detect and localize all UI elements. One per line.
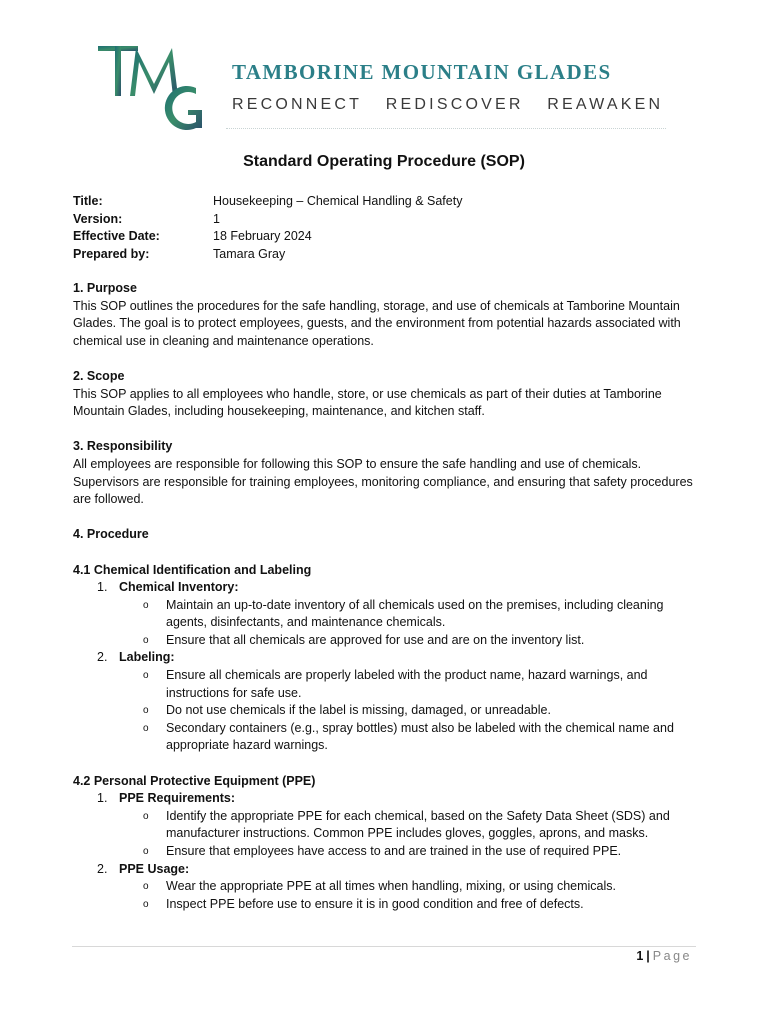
meta-key: Version: <box>73 211 123 226</box>
bullet-icon: o <box>143 881 149 893</box>
bullet-list <box>119 667 701 755</box>
document-title: Standard Operating Procedure (SOP) <box>243 153 525 170</box>
section-text: This SOP outlines the procedures for the safe handling, storage, and use of chemicals at Tamborine Mountain Glades. The goal is to protect employees, guests, and the environment from potential hazards associated with chemical use in cleaning and maintenance operations. <box>73 298 681 348</box>
bullet-list <box>119 808 701 861</box>
letterhead <box>96 40 696 140</box>
item-label: Labeling: <box>119 650 175 665</box>
meta-row-prepared-by <box>73 246 462 264</box>
document-metadata <box>73 193 462 263</box>
bullet-list <box>119 597 701 650</box>
subsection-heading: 4.1 Chemical Identification and Labeling <box>73 562 312 577</box>
section-heading: 4. Procedure <box>73 527 149 542</box>
bullet-icon: o <box>143 634 149 646</box>
document-body <box>73 280 701 913</box>
tagline-word: RECONNECT <box>232 96 363 113</box>
page-number: 1 <box>636 949 644 963</box>
numbered-list <box>73 579 701 755</box>
item-number: 1. <box>97 791 108 806</box>
item-number: 2. <box>97 650 108 665</box>
list-item <box>73 579 701 649</box>
numbered-list <box>73 790 701 913</box>
bullet-icon: o <box>143 846 149 857</box>
list-item <box>73 649 701 755</box>
bullet-icon: o <box>143 670 149 682</box>
meta-key: Title: <box>73 194 103 208</box>
section-heading: 1. Purpose <box>73 281 137 295</box>
bullet-item: o Ensure that all chemicals are approved for use and are on the inventory list. <box>73 632 701 650</box>
meta-row-version <box>73 211 462 229</box>
tagline-word: REDISCOVER <box>385 96 524 113</box>
bullet-item: o Ensure all chemicals are properly labeled with the product name, hazard warnings, and instructions for safe use. <box>143 668 648 700</box>
bullet-item: o Identify the appropriate PPE for each chemical, based on the Safety Data Sheet (SDS) and manufacturer instructions. Common PPE includes gloves, goggles, aprons, and masks. <box>143 808 670 841</box>
meta-value: 1 <box>213 211 220 226</box>
tagline-word: REAWAKEN <box>547 96 664 113</box>
bullet-icon: o <box>143 705 149 717</box>
item-number: 1. <box>97 580 108 595</box>
bullet-icon: o <box>143 810 149 822</box>
meta-value: 18 February 2024 <box>213 229 312 244</box>
item-label: PPE Requirements: <box>119 791 236 806</box>
bullet-item: o Ensure that employees have access to and are trained in the use of required PPE. <box>73 843 701 861</box>
bullet-icon: o <box>143 722 149 734</box>
bullet-icon: o <box>143 898 149 910</box>
bullet-icon: o <box>143 599 149 611</box>
brand-name: TAMBORINE MOUNTAIN GLADES <box>232 60 612 84</box>
meta-row-effective-date <box>73 228 462 246</box>
meta-value: Tamara Gray <box>213 246 286 261</box>
bullet-item: o Secondary containers (e.g., spray bottles) must also be labeled with the chemical name and appropriate hazard warnings. <box>143 720 674 753</box>
page-footer <box>636 949 692 963</box>
bullet-item: o Do not use chemicals if the label is missing, damaged, or unreadable. <box>73 702 701 720</box>
bullet-item: o Wear the appropriate PPE at all times when handling, mixing, or using chemicals. <box>73 878 701 896</box>
page-separator: | <box>646 949 650 963</box>
bullet-list <box>119 878 701 913</box>
brand-tagline <box>232 96 679 114</box>
section-text: All employees are responsible for following this SOP to ensure the safe handling and use of chemicals. Supervisors are responsible for training employees, monitoring compliance, and ensuring that safety procedures are followed. <box>73 456 693 507</box>
footer-divider <box>72 946 696 947</box>
subsection-heading: 4.2 Personal Protective Equipment (PPE) <box>73 773 316 788</box>
meta-value: Housekeeping – Chemical Handling & Safety <box>213 194 463 208</box>
section-heading: 2. Scope <box>73 368 125 383</box>
bullet-item: o Maintain an up-to-date inventory of all chemicals used on the premises, including cleaning agents, disinfectants, and maintenance chemicals. <box>143 597 664 630</box>
item-label: Chemical Inventory: <box>119 580 239 595</box>
section-heading: 3. Responsibility <box>73 439 173 454</box>
meta-row-title <box>73 193 462 211</box>
list-item <box>73 790 701 860</box>
tmg-logo <box>96 40 216 136</box>
page-label: Page <box>652 949 692 963</box>
header-divider <box>226 128 666 129</box>
meta-key: Effective Date: <box>73 229 160 244</box>
item-label: PPE Usage: <box>119 861 190 876</box>
list-item <box>73 861 701 914</box>
bullet-item: o Inspect PPE before use to ensure it is in good condition and free of defects. <box>73 896 701 914</box>
section-text: This SOP applies to all employees who handle, store, or use chemicals as part of their duties at Tamborine Mountain Glades, including housekeeping, maintenance, and kitchen staff. <box>73 386 662 419</box>
meta-key: Prepared by: <box>73 246 150 261</box>
item-number: 2. <box>97 861 108 876</box>
